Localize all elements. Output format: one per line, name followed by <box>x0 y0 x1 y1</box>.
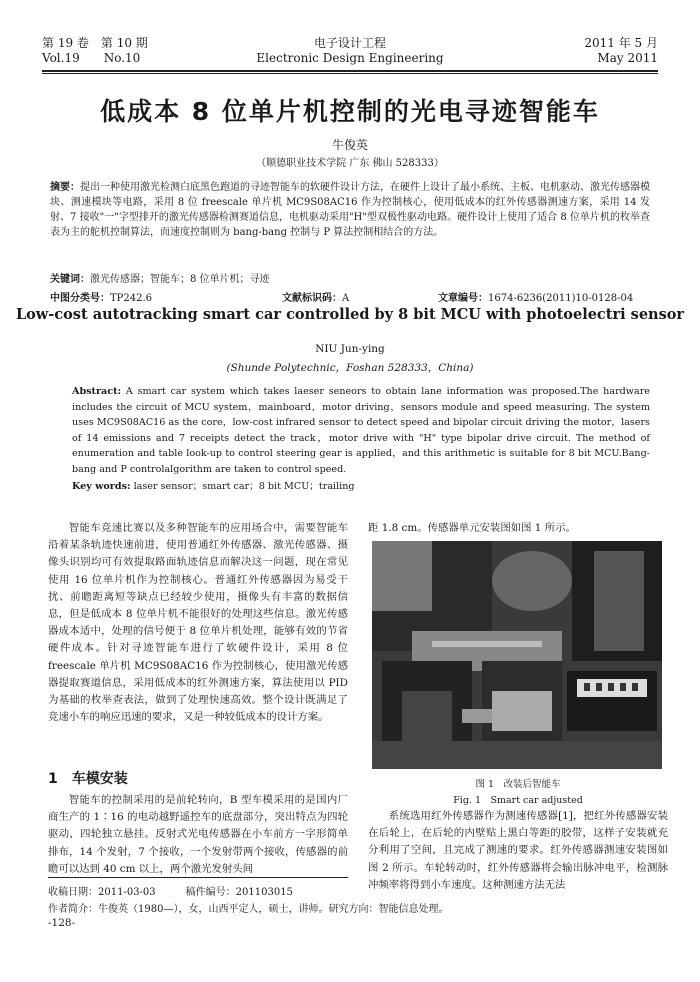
clc-value: TP242.6 <box>110 293 153 304</box>
keywords-en <box>72 478 355 492</box>
footnote-received: 收稿日期：2011-03-03 稿件编号：201103015 <box>48 887 293 898</box>
affiliation-en: (Shunde Polytechnic，Foshan 528333，China) <box>226 362 474 374</box>
volume-issue-en: Vol.19 No.10 <box>42 51 141 65</box>
body-paragraph-speed-sensor: 系统选用红外传感器作为测速传感器[1]，把红外传感器安装在后轮上，在后轮的内壁贴上黑白等距的胶带，这样子安装就充分利用了空间，且完成了测速的要求。红外传感器测速安装图如图 2 所示。车轮转动时，红外传感器将会输出脉冲电平，检测脉冲频率将得到小车速度。这种测速方法无法 <box>368 810 668 891</box>
abstract-cn <box>50 180 650 240</box>
volume-issue-cn: 第 19 卷 第 10 期 <box>42 36 148 50</box>
keywords-en-label: Key words: <box>72 481 131 492</box>
issue-date-cn: 2011 年 5 月 <box>584 36 658 50</box>
doc-code-label: 文献标识码： <box>282 293 342 304</box>
keywords-cn-text: 激光传感器；智能车；8 位单片机；寻迹 <box>90 274 270 285</box>
page-number: -128- <box>48 917 76 929</box>
figure-1-caption-en: Fig. 1 Smart car adjusted <box>453 795 583 806</box>
header-rule-thin <box>42 73 658 74</box>
body-paragraph-car-model: 智能车的控制采用的是前轮转向，B 型车模采用的是国内厂商生产的 1∶16 的电动越野遥控车的底盘部分，突出特点为四轮驱动，四轮独立悬挂。反射式光电传感器在小车前方一字形简单排布，14 个发射，7 个接收，一个发射带两个接收，传感器的前瞻可以达到 40 cm 以上，两个激光发射头间 <box>48 794 348 875</box>
issue-date <box>584 36 658 66</box>
author-cn: 牛俊英 <box>331 138 368 152</box>
section-heading-1: 1 车模安装 <box>48 771 128 787</box>
journal-header <box>42 36 658 72</box>
journal-name-cn: 电子设计工程 <box>313 36 386 50</box>
clc-number <box>50 289 152 304</box>
header-rule <box>42 70 658 72</box>
body-paragraph-intro: 智能车竞速比赛以及多种智能车的应用场合中，需要智能车沿着某条轨迹快速前进，使用普通红外传感器、激光传感器、摄像头识别均可有效提取路面轨迹信息而解决这一问题，现在常见使用 16 位单片机作为控制核心。普通红外传感器因为易受干扰、前瞻距离短等缺点已经较少使用，摄像头有丰富的数据信息，但是低成本 8 位单片机不能很好的处理这些信息。激光传感器成本适中，处理的信号便于 8 位单片机处理，能够有效的节省硬件成本。针对寻迹智能车进行了软硬件设计，采用 8 位 freescale 单片机 MC9S08AC16 作为控制核心，使用激光传感器提取赛道信息，采用低成本的红外测速方案，算法使用以 PID 为基础的枚举查表法，做到了处理快速高效。整个设计既满足了竞速小车的响应迅速的要求，又是一种较低成本的设计方案。 <box>48 522 348 724</box>
footnote-rule <box>48 877 348 878</box>
doc-code <box>282 289 349 304</box>
paper-title-cn: 低成本 8 位单片机控制的光电寻迹智能车 <box>100 97 600 126</box>
figure-1-caption-cn: 图 1 改装后智能车 <box>475 779 561 790</box>
journal-name <box>42 36 658 66</box>
keywords-cn <box>50 270 270 285</box>
abstract-en-text: A smart car system which takes laeser seneors to obtain lane information was proposed.The hardware includes the circuit of MCU system，mainboard，motor driving，sensors module and speed measuring. The system uses MC9S08AC16 as the core，low-cost infrared sensor to detect speed and bipolar circuit driving the motor，lasers of 14 emissions and 7 receipts detect the track，motor drive with "H" type bipolar drive circuit. The method of enumeration and table look-up to control steering gear is applied，and this arithmetic is suitable for 8 bit MCU.Bang-bang and P controlalgorithm are taken to control speed. <box>72 386 650 475</box>
author-en: NIU Jun-ying <box>315 343 385 355</box>
affiliation-cn: （顺德职业技术学院 广东 佛山 528333） <box>256 158 444 169</box>
article-no-value: 1674-6236(2011)10-0128-04 <box>488 293 634 304</box>
doc-code-value: A <box>342 293 350 304</box>
paper-title-en: Low-cost autotracking smart car controlled by 8 bit MCU with photoelectri sensor <box>15 306 685 323</box>
footnote-author-bio: 作者简介：牛俊英（1980—），女，山西平定人，硕士，讲师。研究方向：智能信息处理。 <box>48 904 449 915</box>
article-no-label: 文章编号： <box>438 293 488 304</box>
keywords-en-text: laser sensor；smart car；8 bit MCU；trailing <box>133 481 355 492</box>
abstract-en-label: Abstract: <box>72 386 122 397</box>
issue-date-en: May 2011 <box>597 51 658 65</box>
keywords-cn-label: 关键词： <box>50 274 90 285</box>
body-paragraph-sensor-spacing: 距 1.8 cm。传感器单元安装图如图 1 所示。 <box>368 522 576 534</box>
abstract-cn-label: 摘要： <box>50 182 80 193</box>
article-number <box>438 289 633 304</box>
smart-car-photo <box>372 541 662 769</box>
journal-name-en: Electronic Design Engineering <box>256 51 444 65</box>
figure-1-photo <box>372 541 662 769</box>
abstract-en <box>72 384 650 477</box>
clc-label: 中图分类号： <box>50 293 110 304</box>
abstract-cn-text: 提出一种使用激光检测白底黑色跑道的寻迹智能车的软硬件设计方法，在硬件上设计了最小系统、主板、电机驱动、激光传感器模块、测速模块等电路，采用 8 位 freescale 单片机 MC9S08AC16 作为控制核心，使用低成本的红外传感器测速方案，采用 14 发射、7 接收"一"字型排开的激光传感器检测赛道信息，电机驱动采用"H"型双极性驱动电路。硬件设计上使用了适合 8 位单片机的枚举查表为主的舵机控制算法，而速度控制则为 bang-bang 控制与 P 算法控制相结合的方法。 <box>50 182 650 238</box>
